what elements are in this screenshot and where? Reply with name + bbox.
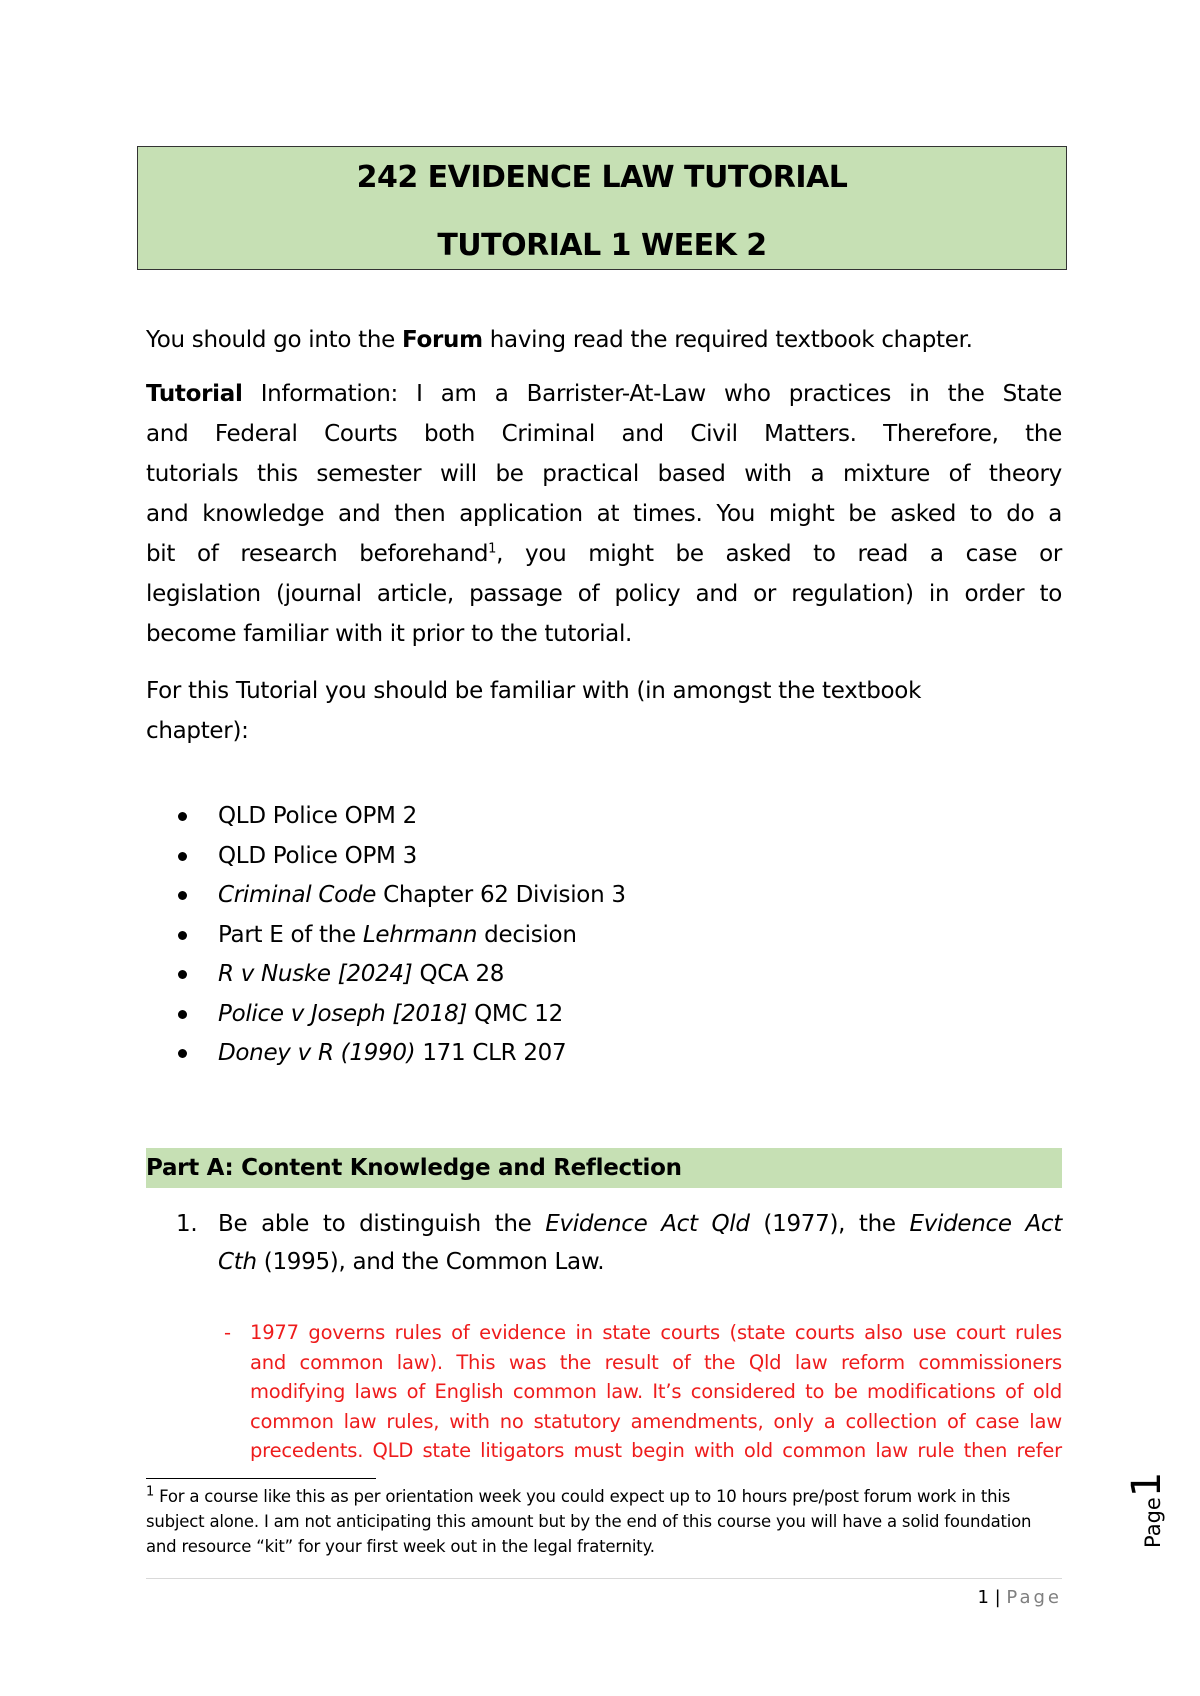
- page-footer: 1 | Page: [977, 1587, 1062, 1608]
- list-item: Police v Joseph [2018] QMC 12: [146, 994, 626, 1034]
- document-title: 242 EVIDENCE LAW TUTORIAL: [356, 160, 848, 195]
- intro-paragraph-3: For this Tutorial you should be familiar with (in amongst the textbook chapter):: [146, 678, 922, 744]
- intro-paragraph-2: Tutorial Information: I am a Barrister-At-Law who practices in the State and Federal Courts both Criminal and Civil Matters. Therefore, the tutorials this semester will be practical based with a mixture of theory and knowledge and then application at times. You might be asked to do a bit of research beforehand$^1$, you might be asked to read a case or legislation (journal article, passage of policy and or regulation) in order to become familiar with it prior to the tutorial.: [146, 381, 1063, 647]
- side-page-number: 1: [1124, 1471, 1170, 1498]
- footnote-ref[interactable]: 1: [488, 541, 497, 557]
- list-item: QLD Police OPM 2: [146, 796, 626, 836]
- answer-dash: -: [224, 1321, 231, 1344]
- readings-list: [146, 796, 626, 1073]
- tutorial-term: Tutorial: [146, 381, 243, 407]
- bullet-icon: [178, 931, 187, 940]
- list-item: QLD Police OPM 3: [146, 836, 626, 876]
- list-item: Part E of the Lehrmann decision: [146, 915, 626, 955]
- bullet-icon: [178, 970, 187, 979]
- forum-term: Forum: [401, 327, 483, 353]
- footnote-number: 1: [146, 1484, 155, 1500]
- list-item: R v Nuske [2024] QCA 28: [146, 954, 626, 994]
- page-label: Page: [1006, 1587, 1062, 1608]
- list-item: Doney v R (1990) 171 CLR 207: [146, 1033, 626, 1073]
- footnote-separator: [146, 1478, 376, 1479]
- intro-paragraph-1: You should go into the Forum having read the required textbook chapter.: [146, 327, 973, 353]
- part-a-heading: Part A: Content Knowledge and Reflection: [146, 1148, 1062, 1188]
- document-subtitle: TUTORIAL 1 WEEK 2: [437, 228, 767, 263]
- answer-text: - 1977 governs rules of evidence in state courts (state courts also use court rules and common law). This was the result of the Qld law reform commissioners modifying laws of English common law. It’s considered to be modifications of old common law rules, with no statutory amendments, only a collection of case law precedents. QLD state litigators must begin with old common law rule then refer: [250, 1318, 1062, 1466]
- page-number: 1: [977, 1587, 989, 1608]
- bullet-icon: [178, 891, 187, 900]
- side-page-marker: Page1: [1124, 1471, 1170, 1548]
- question-1: 1. Be able to distinguish the Evidence Act Qld (1977), the Evidence Act Cth (1995), and the Common Law.: [176, 1205, 1062, 1281]
- footer-divider: [146, 1578, 1062, 1579]
- bullet-icon: [178, 1010, 187, 1019]
- footnote: $^1$ For a course like this as per orientation week you could expect up to 10 hours pre/post forum work in this subject alone. I am not anticipating this amount but by the end of this course you will have a solid foundation and resource “kit” for your first week out in the legal fraternity.: [146, 1484, 1032, 1556]
- bullet-icon: [178, 1049, 187, 1058]
- bullet-icon: [178, 852, 187, 861]
- title-box: [137, 146, 1067, 270]
- bullet-icon: [178, 812, 187, 821]
- list-item: Criminal Code Chapter 62 Division 3: [146, 875, 626, 915]
- question-number: 1.: [176, 1211, 198, 1237]
